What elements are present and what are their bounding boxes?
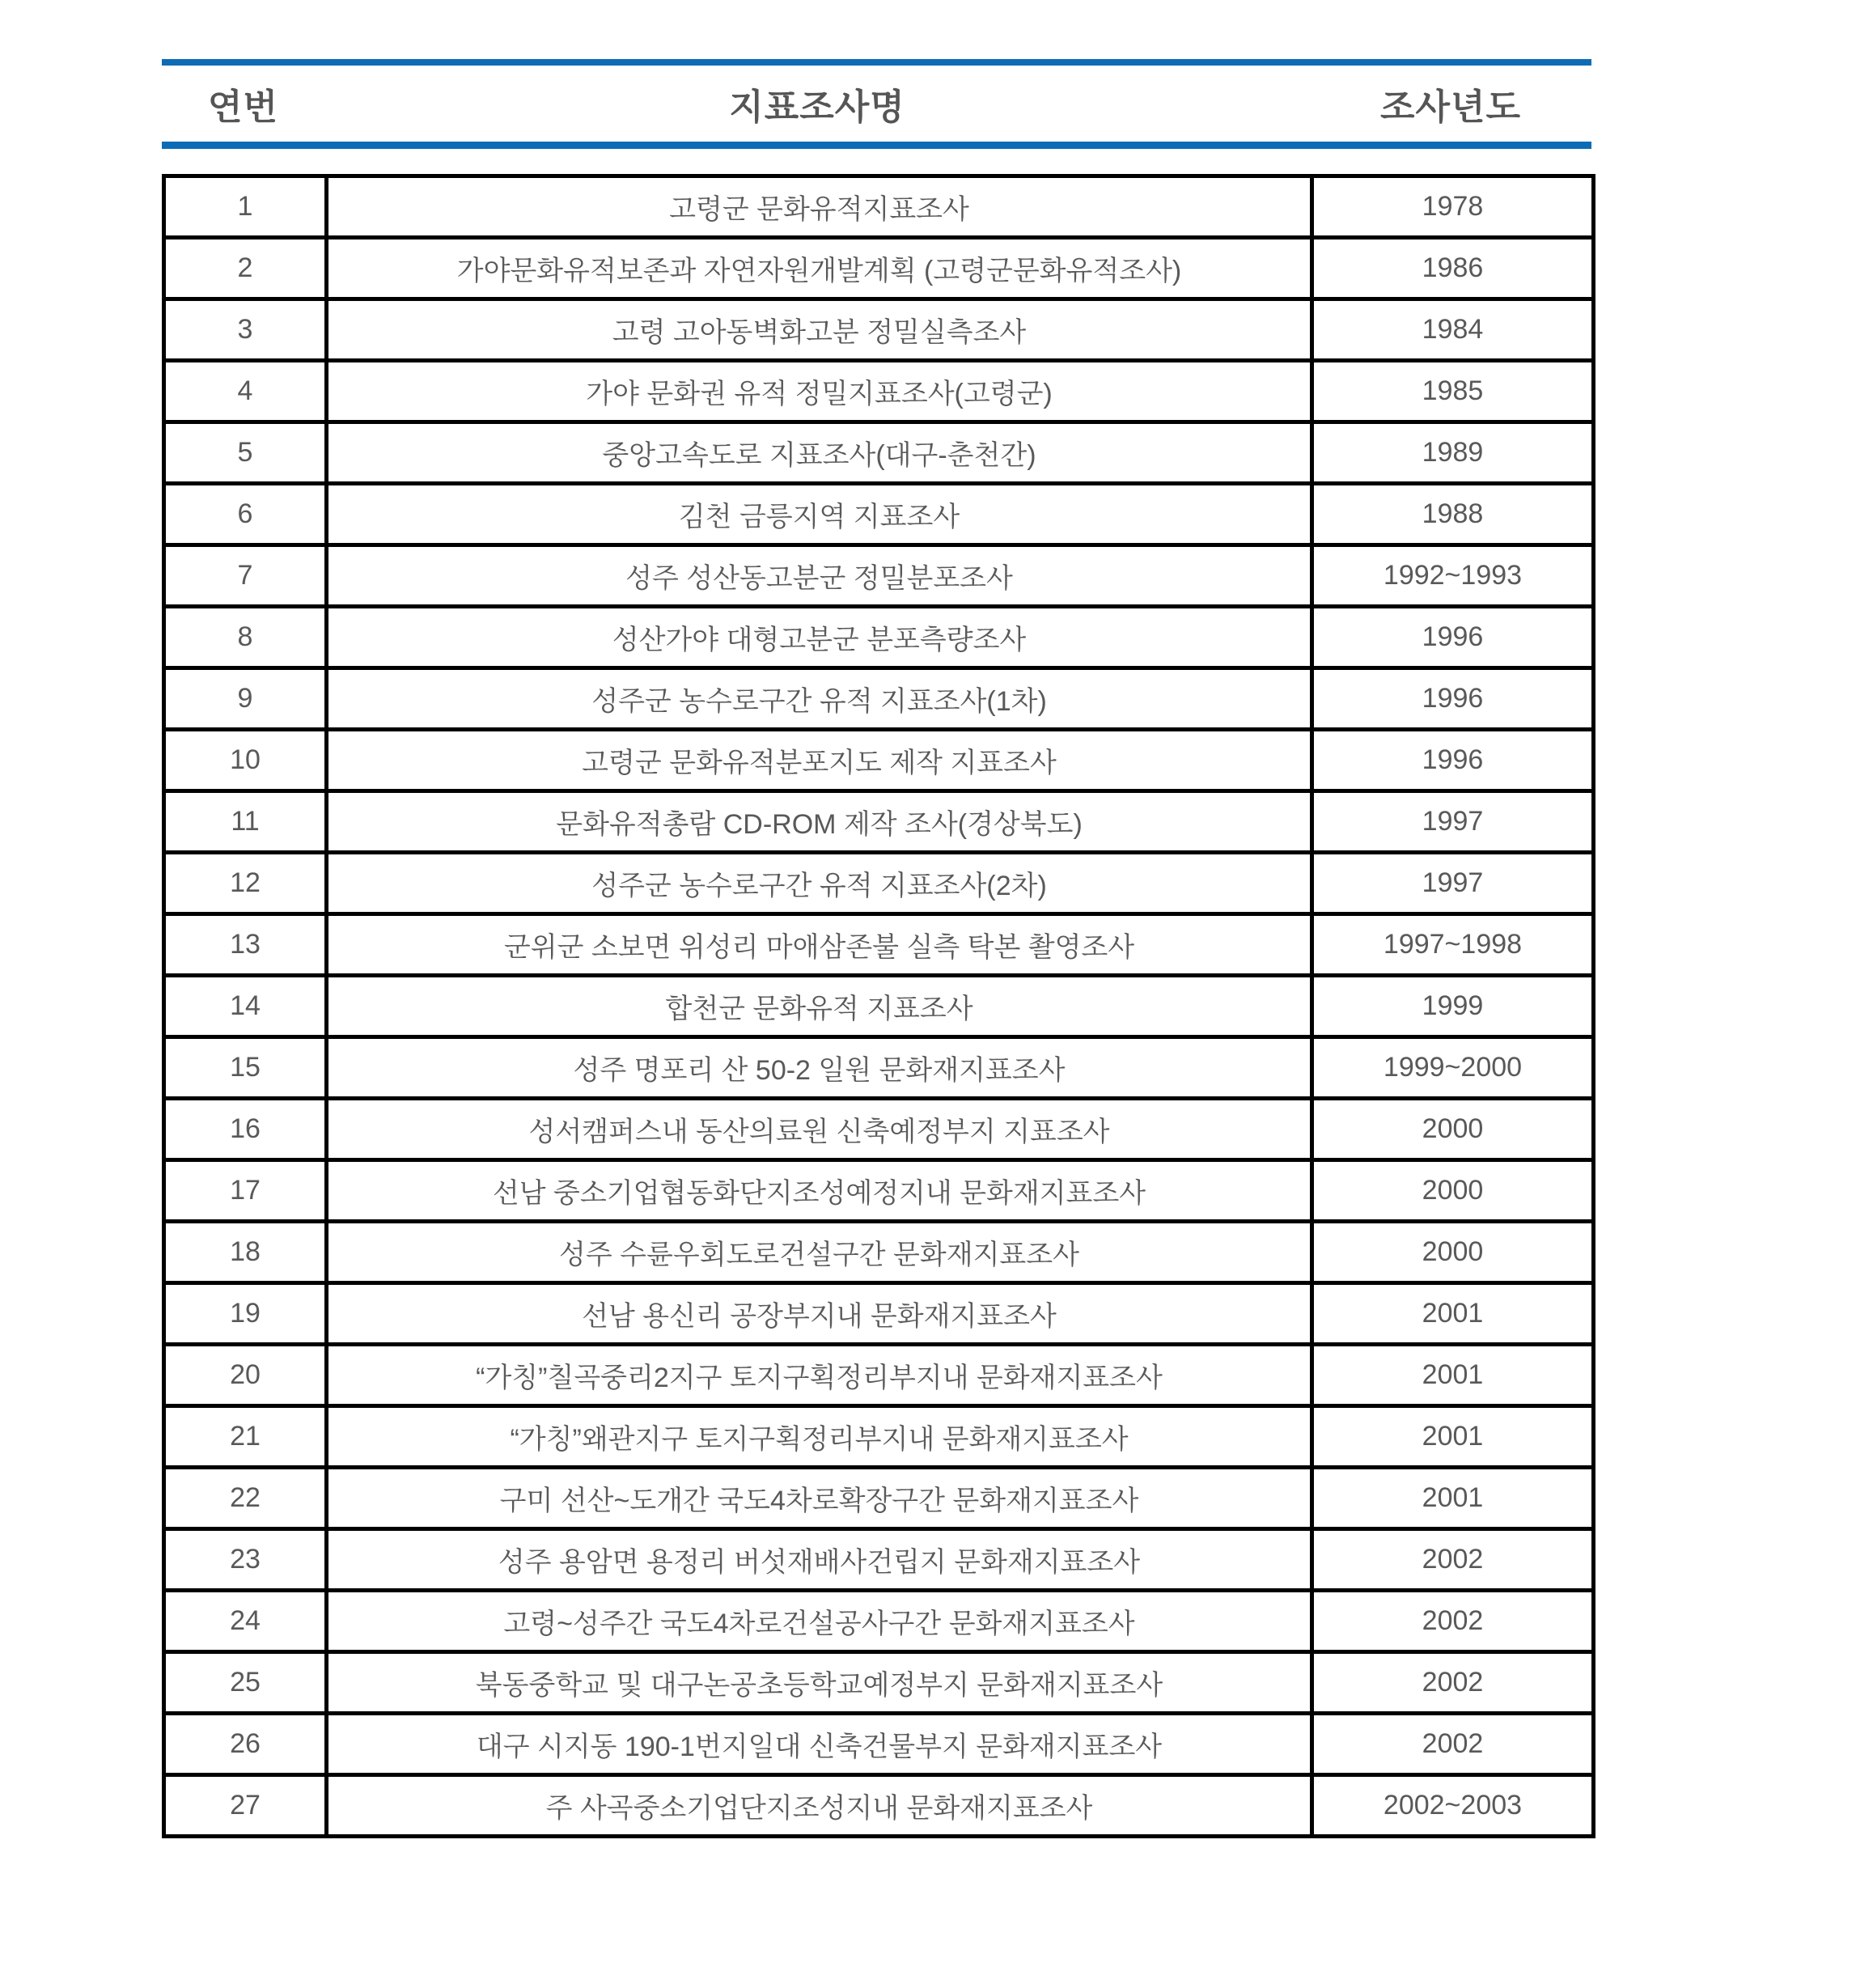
row-survey-year-cell: 1996: [1312, 730, 1594, 791]
table-row: [164, 545, 1594, 607]
table-row: [164, 1037, 1594, 1099]
row-serial-number-cell: 13: [164, 914, 327, 976]
row-serial-number-cell: 2: [164, 238, 327, 299]
row-survey-year-cell: 1997: [1312, 853, 1594, 914]
row-survey-name-cell: 주 사곡중소기업단지조성지내 문화재지표조사: [327, 1775, 1312, 1837]
row-serial-number-cell: 21: [164, 1406, 327, 1468]
row-survey-year-cell: 1999: [1312, 976, 1594, 1037]
row-survey-name-cell: 합천군 문화유적 지표조사: [327, 976, 1312, 1037]
row-serial-number-cell: 12: [164, 853, 327, 914]
row-survey-year-cell: 1996: [1312, 668, 1594, 730]
row-survey-name-cell: 중앙고속도로 지표조사(대구-춘천간): [327, 422, 1312, 484]
row-survey-year-cell: 1992~1993: [1312, 545, 1594, 607]
table-row: [164, 1222, 1594, 1283]
header-table-gap: [162, 149, 1591, 174]
row-survey-year-cell: 1997: [1312, 791, 1594, 853]
row-serial-number-cell: 15: [164, 1037, 327, 1099]
row-survey-year-cell: 1984: [1312, 299, 1594, 361]
row-serial-number-cell: 11: [164, 791, 327, 853]
row-survey-name-cell: 성주군 농수로구간 유적 지표조사(2차): [327, 853, 1312, 914]
row-survey-name-cell: 군위군 소보면 위성리 마애삼존불 실측 탁본 촬영조사: [327, 914, 1312, 976]
row-serial-number-cell: 24: [164, 1591, 327, 1652]
row-survey-name-cell: 가야 문화권 유적 정밀지표조사(고령군): [327, 361, 1312, 422]
table-row: [164, 176, 1594, 238]
row-survey-year-cell: 2002: [1312, 1714, 1594, 1775]
row-serial-number-cell: 23: [164, 1529, 327, 1591]
column-header-survey-year: 조사년도: [1379, 87, 1521, 127]
table-row: [164, 1345, 1594, 1406]
row-serial-number-cell: 3: [164, 299, 327, 361]
row-survey-year-cell: 2000: [1312, 1222, 1594, 1283]
row-survey-year-cell: 2001: [1312, 1468, 1594, 1529]
row-serial-number-cell: 20: [164, 1345, 327, 1406]
table-row: [164, 299, 1594, 361]
row-survey-year-cell: 1996: [1312, 607, 1594, 668]
row-survey-name-cell: 성주군 농수로구간 유적 지표조사(1차): [327, 668, 1312, 730]
row-serial-number-cell: 9: [164, 668, 327, 730]
row-survey-year-cell: 2002~2003: [1312, 1775, 1594, 1837]
row-survey-year-cell: 1986: [1312, 238, 1594, 299]
row-survey-name-cell: 성주 성산동고분군 정밀분포조사: [327, 545, 1312, 607]
table-row: [164, 1529, 1594, 1591]
row-survey-name-cell: 대구 시지동 190-1번지일대 신축건물부지 문화재지표조사: [327, 1714, 1312, 1775]
row-survey-name-cell: 고령 고아동벽화고분 정밀실측조사: [327, 299, 1312, 361]
row-survey-name-cell: 고령군 문화유적분포지도 제작 지표조사: [327, 730, 1312, 791]
row-survey-name-cell: 고령~성주간 국도4차로건설공사구간 문화재지표조사: [327, 1591, 1312, 1652]
row-survey-name-cell: 김천 금릉지역 지표조사: [327, 484, 1312, 545]
table-row: [164, 1652, 1594, 1714]
row-serial-number-cell: 27: [164, 1775, 327, 1837]
column-header-survey-name: 지표조사명: [729, 87, 905, 127]
table-row: [164, 607, 1594, 668]
table-row: [164, 914, 1594, 976]
row-serial-number-cell: 16: [164, 1099, 327, 1160]
row-serial-number-cell: 6: [164, 484, 327, 545]
row-survey-year-cell: 2001: [1312, 1345, 1594, 1406]
row-survey-year-cell: 2000: [1312, 1099, 1594, 1160]
document-page: [162, 59, 1591, 1838]
row-survey-name-cell: 구미 선산~도개간 국도4차로확장구간 문화재지표조사: [327, 1468, 1312, 1529]
table-row: [164, 853, 1594, 914]
row-survey-year-cell: 2000: [1312, 1160, 1594, 1222]
row-survey-year-cell: 1999~2000: [1312, 1037, 1594, 1099]
table-row: [164, 1406, 1594, 1468]
row-survey-year-cell: 1985: [1312, 361, 1594, 422]
row-serial-number-cell: 7: [164, 545, 327, 607]
table-row: [164, 1468, 1594, 1529]
row-survey-name-cell: “가칭”왜관지구 토지구획정리부지내 문화재지표조사: [327, 1406, 1312, 1468]
row-serial-number-cell: 10: [164, 730, 327, 791]
row-survey-name-cell: 성산가야 대형고분군 분포측량조사: [327, 607, 1312, 668]
row-serial-number-cell: 1: [164, 176, 327, 238]
row-survey-name-cell: “가칭”칠곡중리2지구 토지구획정리부지내 문화재지표조사: [327, 1345, 1312, 1406]
row-serial-number-cell: 5: [164, 422, 327, 484]
table-row: [164, 1775, 1594, 1837]
table-row: [164, 976, 1594, 1037]
row-survey-year-cell: 1997~1998: [1312, 914, 1594, 976]
row-survey-year-cell: 2001: [1312, 1406, 1594, 1468]
table-row: [164, 730, 1594, 791]
row-survey-year-cell: 2002: [1312, 1529, 1594, 1591]
row-survey-name-cell: 성주 용암면 용정리 버섯재배사건립지 문화재지표조사: [327, 1529, 1312, 1591]
table-header-band: [162, 59, 1591, 149]
row-serial-number-cell: 25: [164, 1652, 327, 1714]
row-survey-name-cell: 고령군 문화유적지표조사: [327, 176, 1312, 238]
survey-table: [162, 174, 1595, 1838]
table-row: [164, 1714, 1594, 1775]
table-row: [164, 1283, 1594, 1345]
row-survey-name-cell: 북동중학교 및 대구논공초등학교예정부지 문화재지표조사: [327, 1652, 1312, 1714]
table-row: [164, 238, 1594, 299]
table-row: [164, 484, 1594, 545]
row-survey-name-cell: 성주 수륜우회도로건설구간 문화재지표조사: [327, 1222, 1312, 1283]
table-row: [164, 422, 1594, 484]
row-survey-year-cell: 1989: [1312, 422, 1594, 484]
table-row: [164, 1099, 1594, 1160]
row-serial-number-cell: 8: [164, 607, 327, 668]
row-survey-year-cell: 2001: [1312, 1283, 1594, 1345]
row-survey-name-cell: 선남 용신리 공장부지내 문화재지표조사: [327, 1283, 1312, 1345]
row-serial-number-cell: 14: [164, 976, 327, 1037]
row-serial-number-cell: 22: [164, 1468, 327, 1529]
table-row: [164, 1591, 1594, 1652]
row-survey-name-cell: 가야문화유적보존과 자연자원개발계획 (고령군문화유적조사): [327, 238, 1312, 299]
row-survey-name-cell: 문화유적총람 CD-ROM 제작 조사(경상북도): [327, 791, 1312, 853]
row-survey-name-cell: 성주 명포리 산 50-2 일원 문화재지표조사: [327, 1037, 1312, 1099]
row-survey-year-cell: 1988: [1312, 484, 1594, 545]
row-serial-number-cell: 19: [164, 1283, 327, 1345]
row-survey-year-cell: 2002: [1312, 1652, 1594, 1714]
row-serial-number-cell: 26: [164, 1714, 327, 1775]
row-serial-number-cell: 17: [164, 1160, 327, 1222]
row-survey-year-cell: 1978: [1312, 176, 1594, 238]
table-row: [164, 361, 1594, 422]
survey-table-body: [164, 176, 1594, 1837]
table-row: [164, 668, 1594, 730]
table-row: [164, 1160, 1594, 1222]
row-survey-name-cell: 선남 중소기업협동화단지조성예정지내 문화재지표조사: [327, 1160, 1312, 1222]
row-serial-number-cell: 18: [164, 1222, 327, 1283]
row-survey-name-cell: 성서캠퍼스내 동산의료원 신축예정부지 지표조사: [327, 1099, 1312, 1160]
table-row: [164, 791, 1594, 853]
row-survey-year-cell: 2002: [1312, 1591, 1594, 1652]
column-header-serial-number: 연번: [207, 87, 278, 127]
row-serial-number-cell: 4: [164, 361, 327, 422]
